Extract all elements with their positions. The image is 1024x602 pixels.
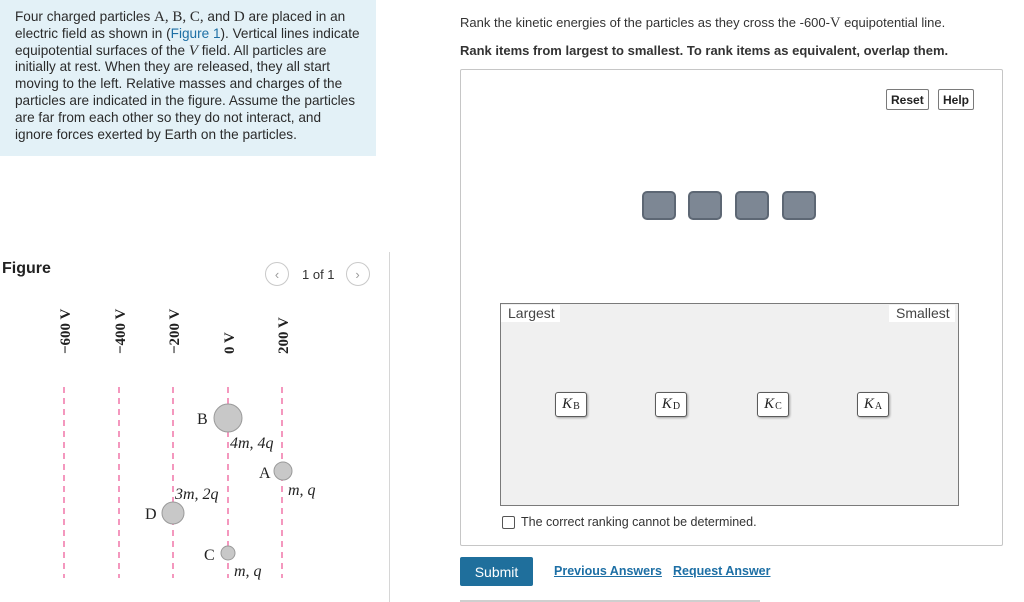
- figure-pager: [265, 262, 370, 286]
- problem-statement: [0, 0, 376, 156]
- particle-d-label: D: [145, 506, 157, 523]
- rank-item-letter: K: [661, 396, 672, 412]
- rank-item-letter: K: [764, 396, 775, 412]
- equipotential-label: −600 V: [58, 308, 74, 354]
- chevron-left-icon[interactable]: ‹: [265, 262, 289, 286]
- question-part: equipotential line.: [840, 15, 946, 30]
- particle-a-label: A: [259, 465, 271, 482]
- particle-c: [221, 546, 235, 560]
- answer-slot[interactable]: [642, 191, 676, 220]
- field-figure: [0, 290, 389, 602]
- smallest-label: Smallest: [889, 305, 955, 322]
- particle-d: [162, 502, 184, 524]
- problem-text: ). Vertical lines indicate equipotential surfaces of the: [15, 25, 360, 58]
- pager-text: 1 of 1: [302, 266, 335, 282]
- ranking-instruction: Rank items from largest to smallest. To rank items as equivalent, overlap them.: [460, 43, 949, 58]
- previous-answers-link[interactable]: Previous Answers: [554, 564, 662, 578]
- rank-item-letter: K: [562, 396, 573, 412]
- problem-text: and: [203, 9, 234, 24]
- rank-item-sub: C: [775, 401, 782, 412]
- help-button[interactable]: Help: [938, 89, 974, 110]
- v-symbol: V: [829, 15, 841, 31]
- equipotential-label: 0 V: [222, 332, 238, 354]
- request-answer-link[interactable]: Request Answer: [673, 564, 771, 578]
- submit-button[interactable]: Submit: [460, 557, 533, 586]
- equipotential-label: −400 V: [113, 308, 129, 354]
- particle-a: [274, 462, 292, 480]
- particle-a-props: m, q: [288, 482, 316, 499]
- column-divider: [389, 252, 390, 602]
- answer-slot[interactable]: [688, 191, 722, 220]
- rank-item-sub: D: [672, 401, 681, 412]
- particle-b-props: 4m, 4q: [230, 435, 274, 452]
- figure-title: Figure: [2, 260, 51, 277]
- rank-item-sub: B: [573, 401, 580, 412]
- problem-text: are placed in an electric field as shown in (: [15, 9, 346, 41]
- problem-text: Four charged particles: [15, 9, 155, 24]
- largest-label: Largest: [501, 305, 560, 322]
- equipotential-label: −200 V: [167, 308, 183, 354]
- v-symbol: V: [188, 42, 198, 59]
- equipotential-label: 200 V: [276, 317, 292, 354]
- answer-slot[interactable]: [782, 191, 816, 220]
- particle-b-label: B: [197, 411, 208, 428]
- particle-letter-d: D: [233, 9, 245, 25]
- rank-item-kc[interactable]: [757, 392, 789, 417]
- particle-letters: A, B, C,: [154, 9, 204, 25]
- question-part: Rank the kinetic energies of the particles as they cross the -600-: [460, 15, 830, 30]
- particle-c-label: C: [204, 547, 215, 564]
- particle-d-props: 3m, 2q: [175, 486, 219, 503]
- question-text: [460, 15, 945, 32]
- reset-button[interactable]: Reset: [886, 89, 929, 110]
- particle-b: [214, 404, 242, 432]
- chevron-right-icon[interactable]: ›: [346, 262, 370, 286]
- rank-item-kb[interactable]: [555, 392, 587, 417]
- answer-slot[interactable]: [735, 191, 769, 220]
- cannot-determine-row[interactable]: [502, 515, 757, 529]
- rank-item-letter: K: [863, 396, 874, 412]
- cannot-determine-label[interactable]: The correct ranking cannot be determined.: [521, 515, 757, 529]
- figure-link[interactable]: Figure 1: [170, 25, 221, 41]
- cannot-determine-checkbox[interactable]: [502, 516, 515, 529]
- problem-text: field. All particles are initially at rest. When they are released, they all start moving to the left. Relative masses and charges of the particles are indicated in the figure. Assume the particles are far from each other so they do not interact, and ignore forces exerted by Earth on the particles.: [15, 42, 356, 142]
- rank-item-kd[interactable]: [655, 392, 687, 417]
- rank-item-sub: A: [874, 401, 883, 412]
- particle-c-props: m, q: [234, 563, 262, 580]
- rank-item-ka[interactable]: [857, 392, 889, 417]
